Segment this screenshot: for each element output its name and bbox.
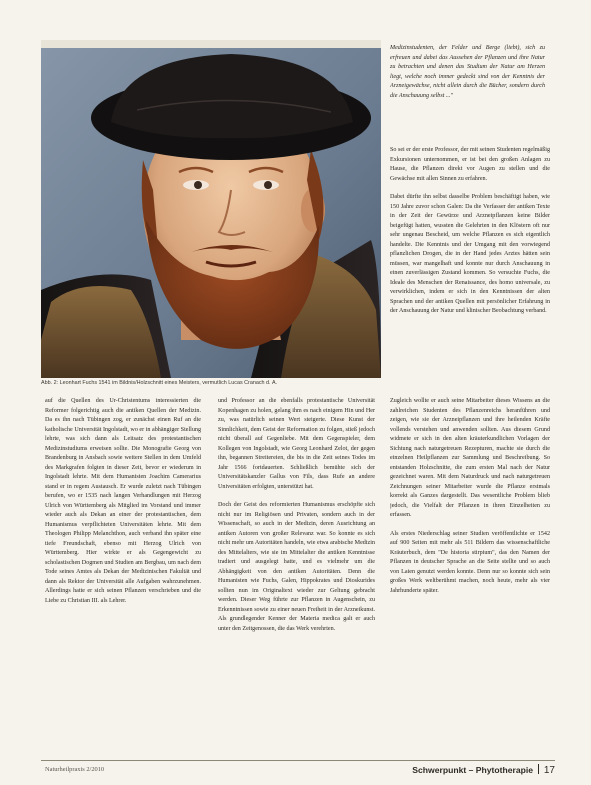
paragraph: und Professor an die ebenfalls protestantische Universität Kopenhagen zu holen, gelang ihm es nach einigem Hin und Her zu, was natürlich seinen Wert steigerte. Diese Kunst der Sinnlichkeit, dem Geist der Reformation zu folgen, stieß jedoch nicht überall auf Gegenliebe. Mit dem Gegenspieler, dem Kollegen von Ingolstadt, wie Georg Leonhard Zelot, der gegen ihn, begannen Streitereien, die bis in die Zeit seines Todes im Jahr 1566 fortdauerten. Schließlich bemühte sich der Universitätskanzler Gallus von Fils, dass Rufe an andere Universitäten erfolgten, unterstützt hat.: [218, 398, 375, 490]
paragraph: auf die Quellen des Ur-Christentums interessierten die Reformer folgerichtig auch die antiken Quellen der Medizin. Da es ihn nach Tübingen zog, er zunächst einen Ruf an die katholische Universität Ingolstadt, wo er in abhängiger Stellung lehrte, was sich dann als Leitsatz des protestantischen Medizinstudiums erweisen sollte. Die Monografie Georg von Brandenburg in Ansbach sowie weitere Stellen in dem Umfeld des Markgrafen folgten in dieser Zeit, bevor er wiederum in Ingolstadt lehrte. Mit dem Humanisten Joachim Camerarius stand er in regem Austausch. Er wurde zuletzt nach Tübingen berufen, wo er 1535 nach langen Verhandlungen mit Herzog Ulrich von Württemberg als Mitglied im Vorstand und immer wieder auch als Dekan an einer der protestantischen, dem Humanismus verpflichteten Universitäten lehrte. Mit dem Theologen Philipp Melanchthon, auch verband ihn später eine tiefe Freundschaft, ebenso mit Herzog Ulrich von Württemberg. Hier wirkte er als Gegengewicht zu scholastischen Dogmen und Studien am Bergbau, um nach dem Tode seines Amtes als Dekan der Medizinischen Fakultät und dann als Rektor der Universität alle Aufgaben wahrzunehmen. Allerdings hatte er sich seinen Pflanzen verschrieben und die Liebe zu Christian III. als Lehrer.: [45, 398, 201, 604]
journal-issue: Naturheilpraxis 2/2010: [45, 766, 105, 773]
paragraph: Doch der Geist des reformierten Humanismus erschöpfte sich nicht nur im Religiösen und Privaten, sondern auch in der Wissenschaft, so auch in der Medizin, deren Ausrichtung an antiken Autoren von großer Relevanz war. So konnte es sich nicht mehr um Autoritäten handeln, wie etwa arabische Medizin des Mittelalters, wie sie im Mittelalter die antiken Kenntnisse tradiert und ausgelegt hatte, und es vielmehr um die Abhängigkeit von den antiken Autoritäten. Denn die Humanisten wie Fuchs, Galen, Hippokrates und Dioskurides sollten nun im Originaltext wieder zur Geltung gebracht werden. Dieser Weg führte zur Pflanzen in Augenschein, zu Erkenntnissen sowie zu einer neuen Freiheit in der Arzneikunst. Als grundlegender Kenner der Materia medica galt er auch unter den Zeitgenossen, die das Werk verehrten.: [218, 502, 375, 632]
page-footer: [41, 760, 555, 777]
text-column-right: [390, 397, 550, 759]
page-number: 17: [543, 765, 555, 776]
figure-caption: Abb. 2: Leonhart Fuchs 1541 im Bildnis/Holzschnitt eines Meisters, vermutlich Lucas Cranach d. Ä.: [41, 380, 278, 386]
paragraph: Dabei dürfte ihn selbst dasselbe Problem beschäftigt haben, wie 150 Jahre zuvor schon Galen: Da die Verfasser der antiken Texte in der Zeit der Gewürze und Arzneipflanzen keine Bilder beigefügt hatten, wussten die Gelehrten in den Klöstern oft nur sehr ungenau Bescheid, um welche Pflanzen es sich eigentlich handelte. Die Kenntnis und der Umgang mit den vorwiegend pflanzlichen Drogen, die in der Hand jedes Arztes hätten sein müssen, war mangelhaft und konnte nur durch Anschauung in einen zuverlässigen Zustand kommen. So versuchte Fuchs, die Ideale des Menschen der Renaissance, des homo universale, zu verwirklichen, indem er sich in den Kenntnissen der alten Sprachen und der antiken Quellen mit persönlicher Erfahrung in der Anschauung der Natur und klinischer Beobachtung verband.: [390, 194, 550, 314]
portrait-painting: [41, 40, 381, 378]
section-label: [412, 763, 555, 776]
divider: [538, 764, 539, 774]
paragraph: So sei er der erste Professor, der mit seinen Studenten regelmäßig Exkursionen unternommen, er ist bei den großen Anlagen zu Hause, die Pflanzen direkt vor Augen zu stellen und die Gewächse mit allen Sinnen zu erfahren.: [390, 147, 550, 182]
paragraph: Als erstes Niederschlag seiner Studien veröffentlichte er 1542 auf 900 Seiten mit mehr als 511 Bildern das wissenschaftliche Kräuterbuch, dem "De historia stirpium", das den Namen der Pflanzen in deutscher Sprache an die Seite stellte und so auch von Laien genutzt werden konnte. Denn nur so konnte sich sein großes Werk weltberühmt machen, noch heute, mehr als vier Jahrhunderte später.: [390, 530, 550, 594]
text-column-right-top: [390, 146, 550, 392]
section-title: Schwerpunkt – Phytotherapie: [412, 765, 534, 775]
text-column-left: [45, 397, 201, 759]
paragraph: Zugleich wollte er auch seine Mitarbeiter dieses Wissens an die zahlreichen Studenten des Pflanzenreichs heranführen und zeigen, wie sie der Arzneipflanzen und ihre heilenden Kräfte vollends verstehen und anwenden sollten. Aus diesem Grund widmete er sich in den alten kräuterkundlichen Vorlagen der Sichtung nach naturgetreuen Rezepturen, machte sie durch die einzelnen Heilpflanzen zur Sammlung und Beschreibung. So entstanden Holzschnitte, die zum ersten Mal nach der Natur gezeichnet waren. Mit dem Naturdruck und nach naturgetreuen Zeichnungen seiner Mitarbeiter wurde die Pflanze erstmals korrekt als Ganzes dargestellt. Das wesentliche Problem blieb jedoch, die Vielfalt der Pflanzen in ihren Einzelheiten zu erfassen.: [390, 398, 550, 518]
text-column-middle: [218, 397, 375, 759]
pull-quote: Medizinstudenten, der Felder und Berge (liebt), sich zu erfreuen und dabei das Aussehen der Pflanzen und ihre Natur zu betrachten und denen das Studium der Natur am Herzen liegt, welche noch immer gedeckt sind von der Kenntnis der Arzneigewächse, nicht allein durch die Bücher, sondern durch die Anschauung selbst ...": [390, 45, 545, 99]
